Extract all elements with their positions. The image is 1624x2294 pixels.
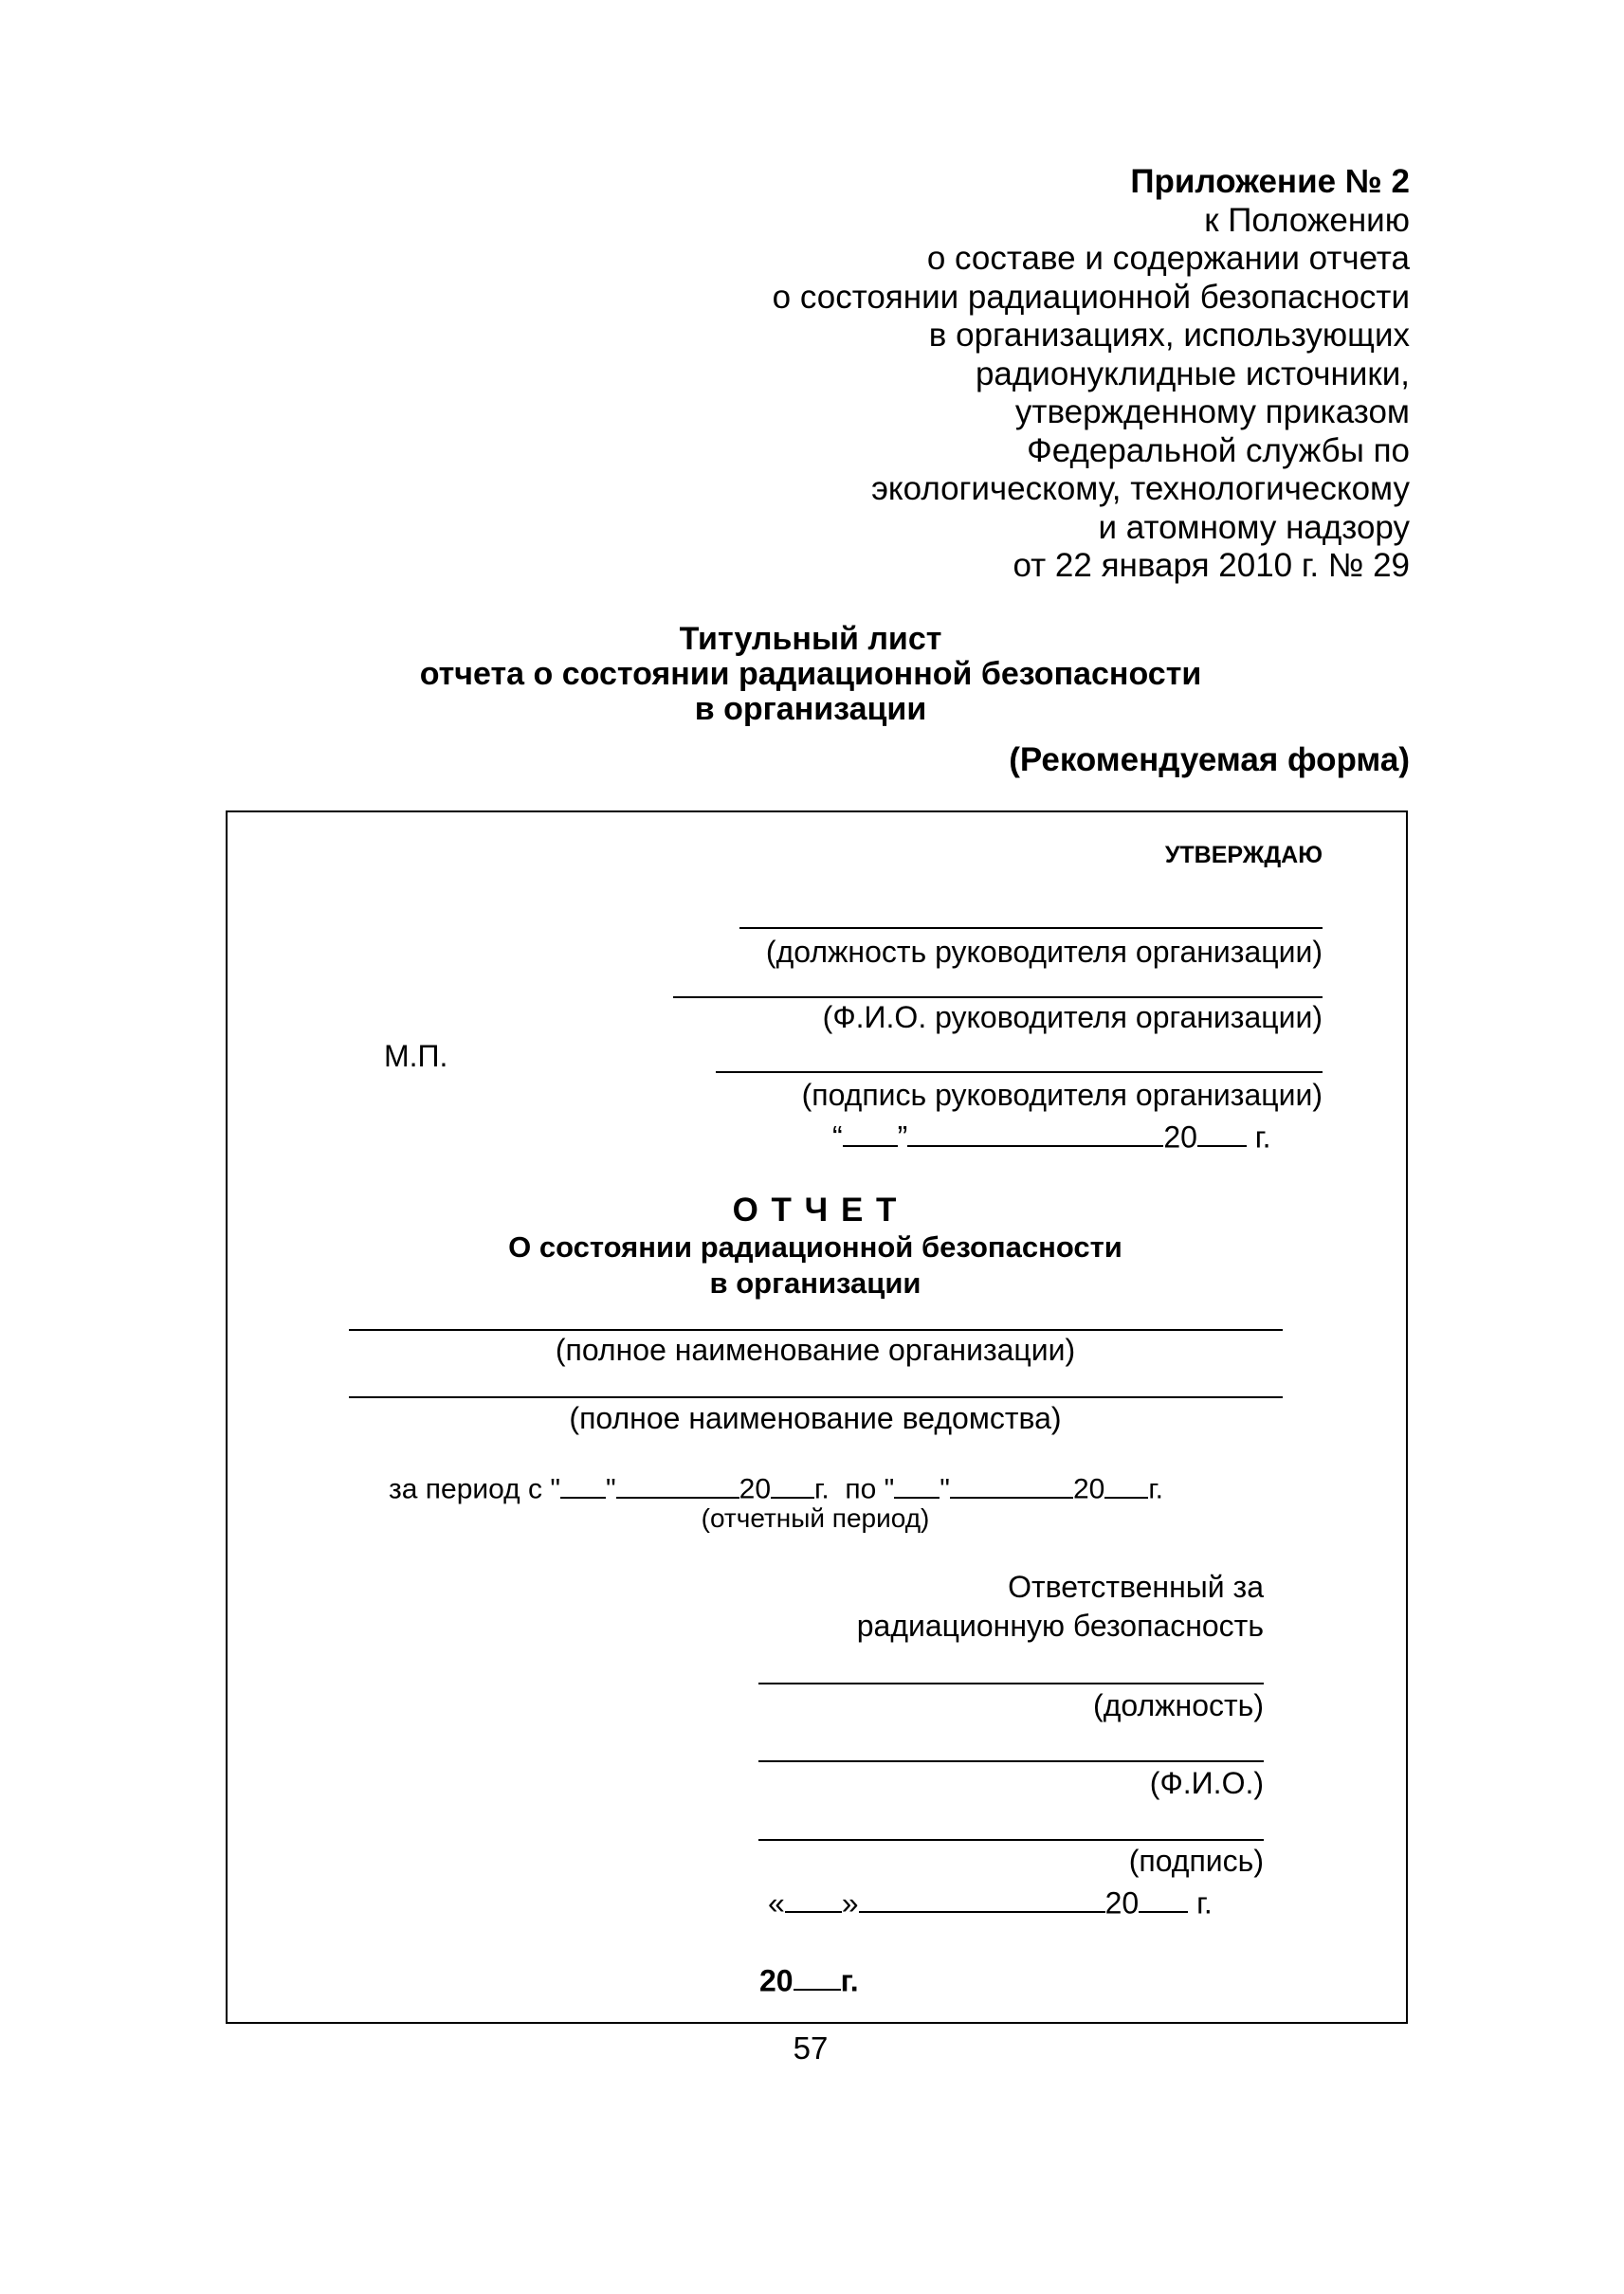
period-prefix: за период с — [389, 1473, 543, 1505]
to-month-blank — [950, 1469, 1073, 1499]
month-blank — [859, 1883, 1105, 1913]
period-to: по — [845, 1473, 877, 1505]
seal-label: М.П. — [384, 1039, 448, 1073]
appendix-line: Федеральной службы по — [1027, 431, 1410, 469]
report-subtitle: О состоянии радиационной безопасности — [508, 1230, 1122, 1264]
organization-caption: (полное наименование организации) — [555, 1333, 1076, 1367]
title-line: отчета о состоянии радиационной безопасности — [419, 656, 1202, 692]
year-suffix: г. — [1254, 1120, 1271, 1155]
appendix-line: о состоянии радиационной безопасности — [772, 278, 1410, 316]
form-year-suffix: г. — [840, 1963, 859, 1998]
appendix-line: радионуклидные источники, — [975, 355, 1410, 392]
position-signature-line — [739, 927, 1323, 929]
day-blank — [785, 1883, 842, 1913]
day-blank — [843, 1117, 898, 1147]
appendix-header — [569, 163, 1410, 586]
report-heading: О Т Ч Е Т — [732, 1192, 899, 1229]
signature-line — [716, 1071, 1323, 1073]
appendix-line: и атомному надзору — [1098, 508, 1410, 546]
to-day-blank — [894, 1469, 940, 1499]
report-subtitle: в организации — [709, 1266, 921, 1300]
form-year — [759, 1960, 859, 1998]
name-caption: (Ф.И.О. руководителя организации) — [822, 1000, 1323, 1034]
year-blank — [1139, 1883, 1188, 1913]
appendix-line: от 22 января 2010 г. № 29 — [1013, 547, 1410, 584]
appendix-line: утвержденному приказом — [1014, 393, 1410, 430]
approval-heading: УТВЕРЖДАЮ — [1164, 842, 1323, 868]
responsible-signature-line — [758, 1839, 1264, 1841]
year-prefix: 20 — [1163, 1120, 1197, 1155]
form-year-prefix: 20 — [759, 1963, 794, 1998]
department-name-line — [349, 1396, 1283, 1398]
title-line: Титульный лист — [679, 621, 942, 657]
recommended-form-label: (Рекомендуемая форма) — [1009, 741, 1410, 778]
month-blank — [907, 1117, 1163, 1147]
title-line: в организации — [694, 691, 927, 727]
quote-open: “ — [832, 1120, 843, 1155]
responsible-position-line — [758, 1683, 1264, 1684]
appendix-line: о составе и содержании отчета — [926, 240, 1410, 277]
responsible-position-caption: (должность) — [1093, 1688, 1264, 1722]
responsible-signature-caption: (подпись) — [1128, 1844, 1264, 1878]
from-month-blank — [616, 1469, 739, 1499]
responsible-date: « » 20 г. — [768, 1883, 1213, 1921]
page-number: 57 — [793, 2030, 829, 2066]
responsible-title: Ответственный за — [1008, 1570, 1264, 1604]
form-year-blank — [794, 1960, 841, 1991]
from-day-blank — [560, 1469, 606, 1499]
organization-name-line — [349, 1329, 1283, 1331]
to-year-blank — [1104, 1469, 1148, 1499]
year-blank — [1197, 1117, 1247, 1147]
position-caption: (должность руководителя организации) — [765, 935, 1323, 969]
to-year-prefix: 20 — [1072, 1473, 1105, 1505]
to-year-suffix: г. — [1148, 1473, 1163, 1505]
responsible-title: радиационную безопасность — [856, 1609, 1264, 1643]
appendix-line: экологическому, технологическому — [871, 470, 1410, 507]
approval-date — [832, 1117, 1270, 1155]
responsible-name-caption: (Ф.И.О.) — [1149, 1766, 1264, 1800]
department-caption: (полное наименование ведомства) — [569, 1401, 1062, 1435]
from-year-suffix: г. — [814, 1473, 830, 1505]
year-suffix: г. — [1196, 1885, 1213, 1921]
appendix-line: в организациях, использующих — [928, 317, 1410, 354]
signature-caption: (подпись руководителя организации) — [801, 1078, 1323, 1112]
reporting-period: за период с " " 20 г. по " " 20 г. — [389, 1469, 1163, 1506]
period-caption: (отчетный период) — [701, 1503, 930, 1533]
from-year-blank — [771, 1469, 814, 1499]
year-prefix: 20 — [1104, 1885, 1140, 1921]
name-signature-line — [673, 996, 1323, 998]
from-year-prefix: 20 — [739, 1473, 772, 1505]
document-title — [313, 622, 1308, 727]
appendix-title: Приложение № 2 — [1130, 163, 1410, 200]
quote-close: ” — [897, 1120, 908, 1155]
responsible-name-line — [758, 1760, 1264, 1762]
appendix-line: к Положению — [1204, 201, 1410, 239]
